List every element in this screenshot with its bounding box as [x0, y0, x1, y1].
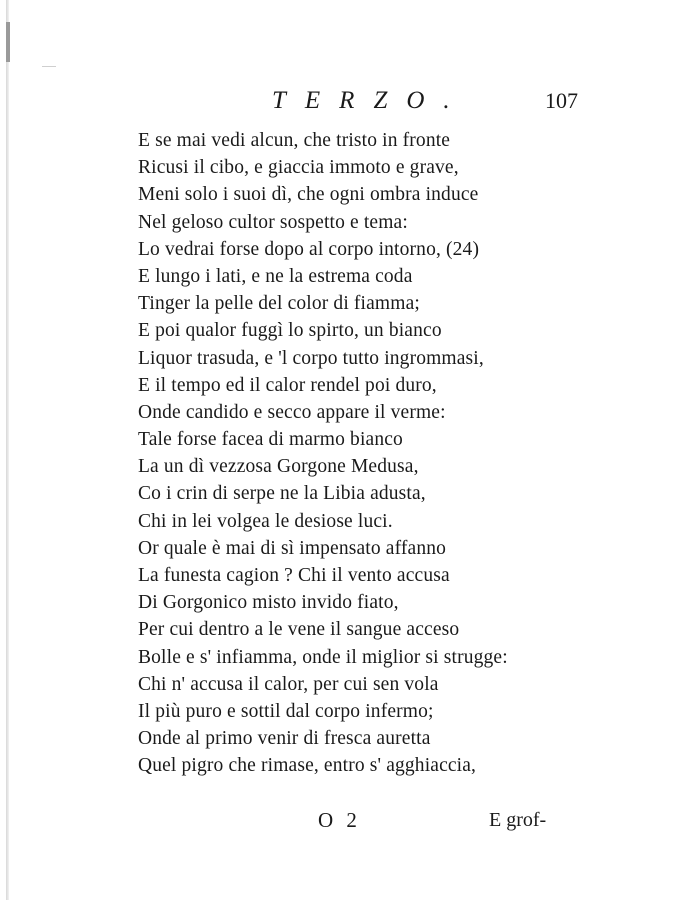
- verse-line: Di Gorgonico misto invido fiato,: [138, 592, 399, 614]
- signature-mark: O 2: [318, 808, 361, 832]
- verse-line: E se mai vedi alcun, che tristo in fronte: [138, 130, 451, 151]
- catchword: E grof-: [489, 809, 547, 831]
- page-header: [0, 84, 675, 118]
- verse-line-with-note-ref: Lo vedrai forse dopo al corpo intorno, (24): [138, 238, 480, 260]
- verse-line: Onde candido e secco appare il verme:: [138, 401, 446, 423]
- verse-line: Tinger la pelle del color di fiamma;: [138, 293, 420, 315]
- verse-line: Meni solo i suoi dì, che ogni ombra induce: [138, 184, 479, 206]
- verse-line: Liquor trasuda, e 'l corpo tutto ingrommasi,: [138, 347, 484, 369]
- verse-line: Quel pigro che rimase, entro s' agghiaccia,: [138, 755, 477, 777]
- verse-line: Onde al primo venir di fresca auretta: [138, 728, 431, 750]
- poem-text: [138, 127, 608, 780]
- verse-line: Bolle e s' infiamma, onde il miglior si strugge:: [138, 646, 508, 668]
- verse-line: Chi in lei volgea le desiose luci.: [138, 510, 393, 532]
- running-head: TERZO.: [272, 87, 469, 114]
- page-gutter-edge: [6, 0, 9, 900]
- page-number: 107: [545, 88, 578, 113]
- verse-line: Nel geloso cultor sospetto e tema:: [138, 211, 408, 233]
- verse-line: E il tempo ed il calor rendel poi duro,: [138, 374, 437, 396]
- page-footer: [0, 804, 675, 836]
- verse-line: Per cui dentro a le vene il sangue acceso: [138, 619, 460, 641]
- verse-line: Il più puro e sottil dal corpo infermo;: [138, 700, 434, 722]
- gutter-shadow-mark: [6, 22, 10, 62]
- verse-line: E lungo i lati, e ne la estrema coda: [138, 265, 413, 287]
- verse-line: La funesta cagion ? Chi il vento accusa: [138, 565, 450, 586]
- verse-line: Chi n' accusa il calor, per cui sen vola: [138, 673, 439, 695]
- verse-line: Ricusi il cibo, e giaccia immoto e grave,: [138, 157, 459, 179]
- verse-line: Co i crin di serpe ne la Libia adusta,: [138, 483, 426, 505]
- verse-line: La un dì vezzosa Gorgone Medusa,: [138, 456, 419, 478]
- verse-line: Tale forse facea di marmo bianco: [138, 429, 403, 451]
- verse-line: Or quale è mai di sì impensato affanno: [138, 537, 447, 559]
- stray-mark: [42, 66, 56, 67]
- verse-line: E poi qualor fuggì lo spirto, un bianco: [138, 320, 442, 342]
